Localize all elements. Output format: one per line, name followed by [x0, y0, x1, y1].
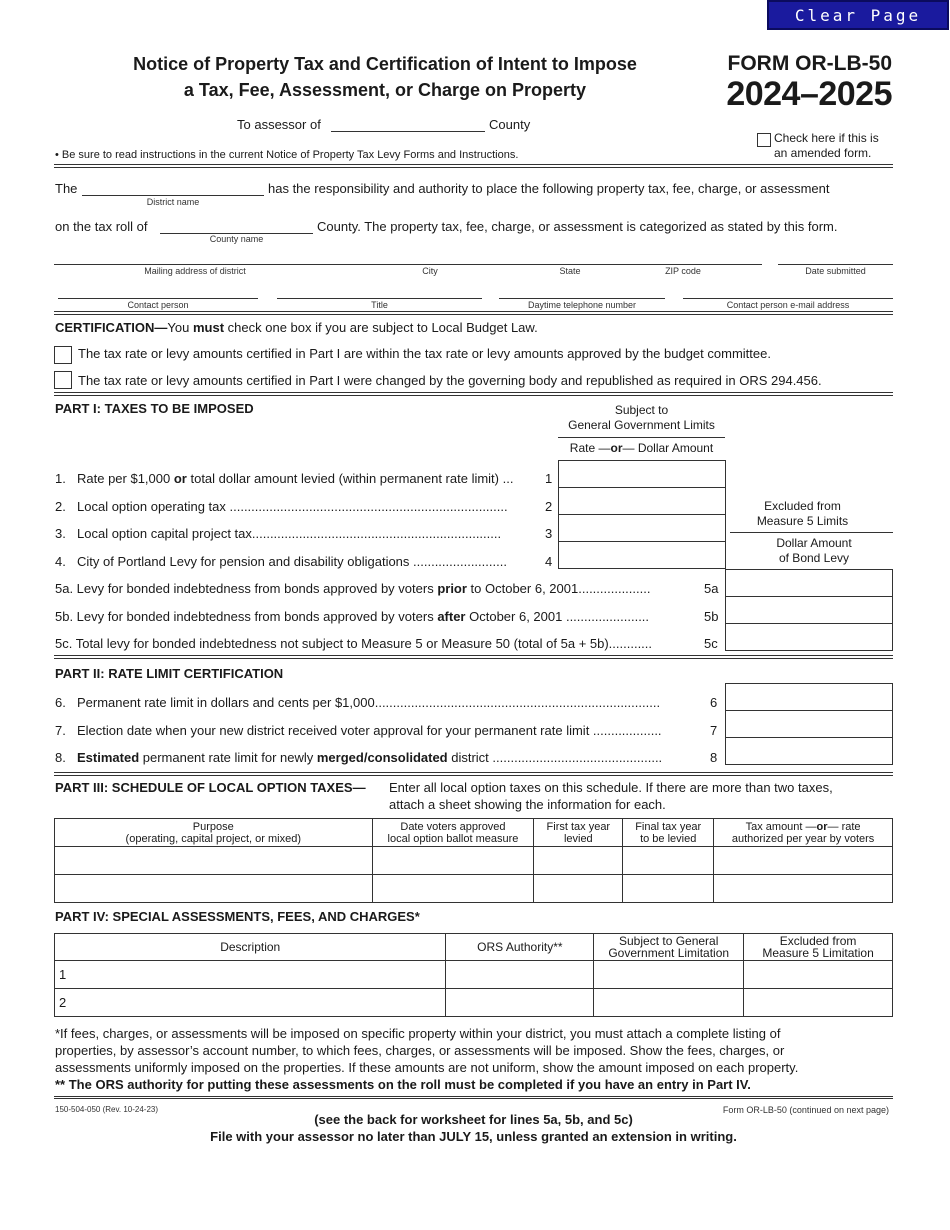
table-cell[interactable] — [372, 875, 534, 903]
amended-label-line2: an amended form. — [774, 146, 872, 160]
part3-heading: PART III: SCHEDULE OF LOCAL OPTION TAXES— — [55, 780, 366, 795]
district-name-field[interactable] — [82, 195, 264, 196]
line8-end: 8 — [710, 750, 718, 765]
line7-end: 7 — [710, 723, 718, 738]
line5c-end: 5c — [704, 636, 718, 651]
row-number: 1 — [59, 966, 67, 982]
part3-intro-line1: Enter all local option taxes on this schedule. If there are more than two taxes, — [389, 780, 833, 795]
purpose-line1: Purpose — [192, 820, 234, 833]
table-cell[interactable] — [623, 847, 714, 875]
assessor-suffix: County — [489, 117, 531, 132]
section-divider — [54, 311, 893, 315]
form-title-line1: Notice of Property Tax and Certification of Intent to Impose — [133, 54, 637, 74]
part3-col-final-year — [623, 819, 714, 847]
line1-end: 1 — [545, 471, 553, 486]
line5c-input[interactable] — [725, 623, 893, 651]
local-option-taxes-table — [54, 818, 893, 903]
section-divider — [54, 164, 893, 168]
line6-end: 6 — [710, 695, 718, 710]
table-cell[interactable] — [594, 961, 744, 989]
part3-col-date-approved — [372, 819, 534, 847]
line5b-text — [55, 609, 703, 624]
title-field[interactable] — [277, 298, 482, 299]
final-year-line2: to be levied — [640, 832, 697, 845]
part1-col-subject-line2: General Government Limits — [568, 418, 715, 432]
part1-col-excluded-line1: Excluded from — [764, 499, 841, 513]
table-row — [55, 961, 893, 989]
part4-col-ors-authority: ORS Authority** — [446, 934, 594, 961]
line4-input[interactable] — [558, 541, 726, 569]
part1-col-subject-line1: Subject to — [614, 403, 669, 417]
part1-col-bond-line1: Dollar Amount — [776, 536, 852, 550]
table-cell[interactable] — [744, 989, 893, 1017]
certification-intro-pre: You — [167, 320, 193, 335]
first-year-line1: First tax year — [546, 820, 611, 833]
table-row — [55, 847, 893, 875]
line5c-text: 5c. Total levy for bonded indebtedness not subject to Measure 5 or Measure 50 (total of 5a + 5b)............ — [55, 636, 653, 651]
table-cell[interactable] — [534, 847, 623, 875]
responsibility-text: has the responsibility and authority to place the following property tax, fee, charge, or assessment — [268, 181, 830, 196]
certification-option-1: The tax rate or levy amounts certified in Part I are within the tax rate or levy amounts approved by the budget committee. — [78, 346, 771, 361]
date-approved-line1: Date voters approved — [400, 820, 506, 833]
state-caption: State — [559, 266, 581, 276]
certification-option-2: The tax rate or levy amounts certified in Part I were changed by the governing body and republished as required in ORS 294.456. — [78, 373, 822, 388]
table-cell[interactable] — [446, 961, 594, 989]
purpose-line2: (operating, capital project, or mixed) — [125, 832, 302, 845]
rate-pre: Rate — — [569, 441, 611, 455]
the-label: The — [55, 181, 78, 196]
date-approved-line2: local option ballot measure — [387, 832, 519, 845]
part3-col-first-year — [534, 819, 623, 847]
certification-intro-post: check one box if you are subject to Local Budget Law. — [224, 320, 538, 335]
subject-line1: Subject to General — [619, 934, 719, 948]
county-name-caption: County name — [209, 234, 264, 244]
amended-form-checkbox[interactable] — [757, 133, 771, 147]
part1-heading: PART I: TAXES TO BE IMPOSED — [55, 401, 254, 416]
footnote-line3: assessments uniformly imposed on the properties. If these amounts are not uniform, show the amount imposed on each property. — [55, 1060, 799, 1075]
tax-amount-post: — rate — [827, 820, 861, 833]
table-cell[interactable] — [714, 875, 893, 903]
district-name-caption: District name — [146, 197, 200, 207]
line2-end: 2 — [545, 499, 553, 514]
line5b-post: October 6, 2001 ....................... — [465, 609, 650, 624]
certification-intro — [55, 320, 538, 335]
rate-or: or — [610, 441, 623, 455]
form-code: 150-504-050 (Rev. 10-24-23) — [55, 1105, 159, 1114]
footnote-line4: ** The ORS authority for putting these assessments on the roll must be completed if you have an entry in Part IV. — [55, 1077, 751, 1092]
line6-num: 6. — [55, 695, 66, 710]
city-caption: City — [422, 266, 438, 276]
part4-heading: PART IV: SPECIAL ASSESSMENTS, FEES, AND CHARGES* — [55, 909, 420, 924]
line8-post: district ............................................... — [447, 750, 663, 765]
line3-num: 3. — [55, 526, 66, 541]
date-submitted-field[interactable] — [778, 264, 893, 265]
line3-text: Local option capital project tax..................................................................... — [77, 526, 502, 541]
zip-code-caption: ZIP code — [665, 266, 701, 276]
part4-row2-description[interactable] — [55, 989, 446, 1017]
certification-must: must — [192, 320, 225, 335]
line1-pre: Rate per $1,000 — [77, 471, 174, 486]
tax-amount-or: or — [816, 820, 828, 833]
part4-col-excluded — [744, 934, 893, 961]
line8-input[interactable] — [725, 737, 893, 765]
instructions-note: • Be sure to read instructions in the current Notice of Property Tax Levy Forms and Instructions. — [55, 149, 519, 161]
line7-text: Election date when your new district received voter approval for your permanent rate limit ................... — [77, 723, 662, 738]
part1-col-divider — [558, 437, 725, 438]
clear-page-label: Clear Page — [794, 6, 922, 25]
table-cell[interactable] — [623, 875, 714, 903]
form-title-line2: a Tax, Fee, Assessment, or Charge on Property — [183, 80, 587, 100]
line5a-prior: prior — [437, 581, 467, 596]
table-cell[interactable] — [534, 875, 623, 903]
line1-or: or — [173, 471, 187, 486]
table-cell[interactable] — [744, 961, 893, 989]
part1-excluded-divider — [730, 532, 893, 533]
line1-num: 1. — [55, 471, 66, 486]
line1-post: total dollar amount levied (within permanent rate limit) ... — [186, 471, 514, 486]
line6-input[interactable] — [725, 683, 893, 711]
telephone-caption: Daytime telephone number — [527, 300, 637, 310]
line8-mid: permanent rate limit for newly — [139, 750, 317, 765]
line8-num: 8. — [55, 750, 66, 765]
continued-note: Form OR-LB-50 (continued on next page) — [722, 1105, 889, 1115]
line2-text: Local option operating tax ............................................................................. — [77, 499, 508, 514]
part3-col-purpose — [55, 819, 373, 847]
section-divider — [54, 655, 893, 659]
line2-input[interactable] — [558, 487, 726, 515]
line5b-pre: 5b. Levy for bonded indebtedness from bonds approved by voters — [55, 609, 438, 624]
roll-suffix: County. The property tax, fee, charge, or assessment is categorized as stated by this form. — [317, 219, 838, 234]
table-cell[interactable] — [714, 847, 893, 875]
assessor-county-field[interactable] — [331, 131, 485, 132]
first-year-line2: levied — [563, 832, 593, 845]
line8-text — [77, 750, 708, 765]
line4-text: City of Portland Levy for pension and disability obligations .......................... — [77, 554, 507, 569]
line5a-post: to October 6, 2001.................... — [466, 581, 651, 596]
clear-page-button[interactable] — [767, 0, 949, 30]
part4-row1-description[interactable] — [55, 961, 446, 989]
part4-col-subject — [594, 934, 744, 961]
part3-intro-line2: attach a sheet showing the information for each. — [389, 797, 666, 812]
email-caption: Contact person e-mail address — [726, 300, 850, 310]
line6-text: Permanent rate limit in dollars and cents per $1,000............................................................................... — [77, 695, 661, 710]
line7-num: 7. — [55, 723, 66, 738]
mailing-address-caption: Mailing address of district — [144, 266, 246, 276]
assessor-prefix: To assessor of — [237, 117, 321, 132]
table-cell[interactable] — [55, 847, 373, 875]
footnote-line1: *If fees, charges, or assessments will be imposed on specific property within your district, you must attach a complete listing of — [55, 1026, 781, 1041]
line2-num: 2. — [55, 499, 66, 514]
line5a-pre: 5a. Levy for bonded indebtedness from bonds approved by voters — [55, 581, 438, 596]
certification-checkbox-1[interactable] — [54, 346, 72, 364]
special-assessments-table — [54, 933, 893, 1017]
part2-heading: PART II: RATE LIMIT CERTIFICATION — [55, 666, 284, 681]
line5b-input[interactable] — [725, 596, 893, 624]
tax-amount-line2: authorized per year by voters — [731, 832, 875, 845]
footnote-line2: properties, by assessor’s account number, to which fees, charges, or assessments will be imposed. Show the fees, charges, or — [55, 1043, 785, 1058]
title-caption: Title — [371, 300, 388, 310]
form-year: 2024–2025 — [726, 75, 892, 113]
form-name: FORM OR-LB-50 — [727, 52, 892, 75]
part4-col-description: Description — [55, 934, 446, 961]
roll-prefix: on the tax roll of — [55, 219, 148, 234]
line1-input[interactable] — [558, 460, 726, 488]
line5a-text — [55, 581, 703, 596]
amended-label-line1: Check here if this is — [774, 131, 879, 145]
tax-amount-pre: Tax amount — — [745, 820, 817, 833]
certification-checkbox-2[interactable] — [54, 371, 72, 389]
line5a-input[interactable] — [725, 569, 893, 597]
section-divider — [54, 772, 893, 776]
table-row — [55, 875, 893, 903]
line4-end: 4 — [545, 554, 553, 569]
row-number: 2 — [59, 994, 67, 1010]
final-year-line1: Final tax year — [635, 820, 702, 833]
section-divider — [54, 392, 893, 396]
date-submitted-caption: Date submitted — [805, 266, 866, 276]
part1-col-excluded-line2: Measure 5 Limits — [756, 514, 849, 528]
line8-merged: merged/consolidated — [316, 750, 448, 765]
line1-text — [77, 471, 513, 486]
part1-col-bond-line2: of Bond Levy — [778, 551, 850, 565]
subject-line2: Government Limitation — [608, 946, 730, 960]
telephone-field[interactable] — [499, 298, 665, 299]
certification-heading: CERTIFICATION— — [55, 320, 168, 335]
line3-input[interactable] — [558, 514, 726, 542]
see-back-note: (see the back for worksheet for lines 5a, 5b, and 5c) — [314, 1112, 633, 1127]
contact-person-field[interactable] — [58, 298, 258, 299]
line4-num: 4. — [55, 554, 66, 569]
line5b-after: after — [437, 609, 466, 624]
line8-estimated: Estimated — [77, 750, 140, 765]
mailing-address-field[interactable] — [54, 264, 762, 265]
file-deadline-note: File with your assessor no later than JULY 15, unless granted an extension in writing. — [210, 1129, 737, 1144]
email-field[interactable] — [683, 298, 893, 299]
contact-person-caption: Contact person — [127, 300, 189, 310]
excluded-line1: Excluded from — [779, 934, 857, 948]
part3-col-tax-amount — [714, 819, 893, 847]
table-cell[interactable] — [372, 847, 534, 875]
line5a-end: 5a — [704, 581, 719, 596]
section-divider — [54, 1096, 893, 1099]
table-cell[interactable] — [55, 875, 373, 903]
table-row — [55, 989, 893, 1017]
line3-end: 3 — [545, 526, 553, 541]
rate-post: — Dollar Amount — [622, 441, 714, 455]
table-cell[interactable] — [446, 989, 594, 1017]
table-cell[interactable] — [594, 989, 744, 1017]
part1-col-rate — [558, 441, 725, 456]
line7-input[interactable] — [725, 710, 893, 738]
excluded-line2: Measure 5 Limitation — [762, 946, 874, 960]
line5b-end: 5b — [704, 609, 719, 624]
